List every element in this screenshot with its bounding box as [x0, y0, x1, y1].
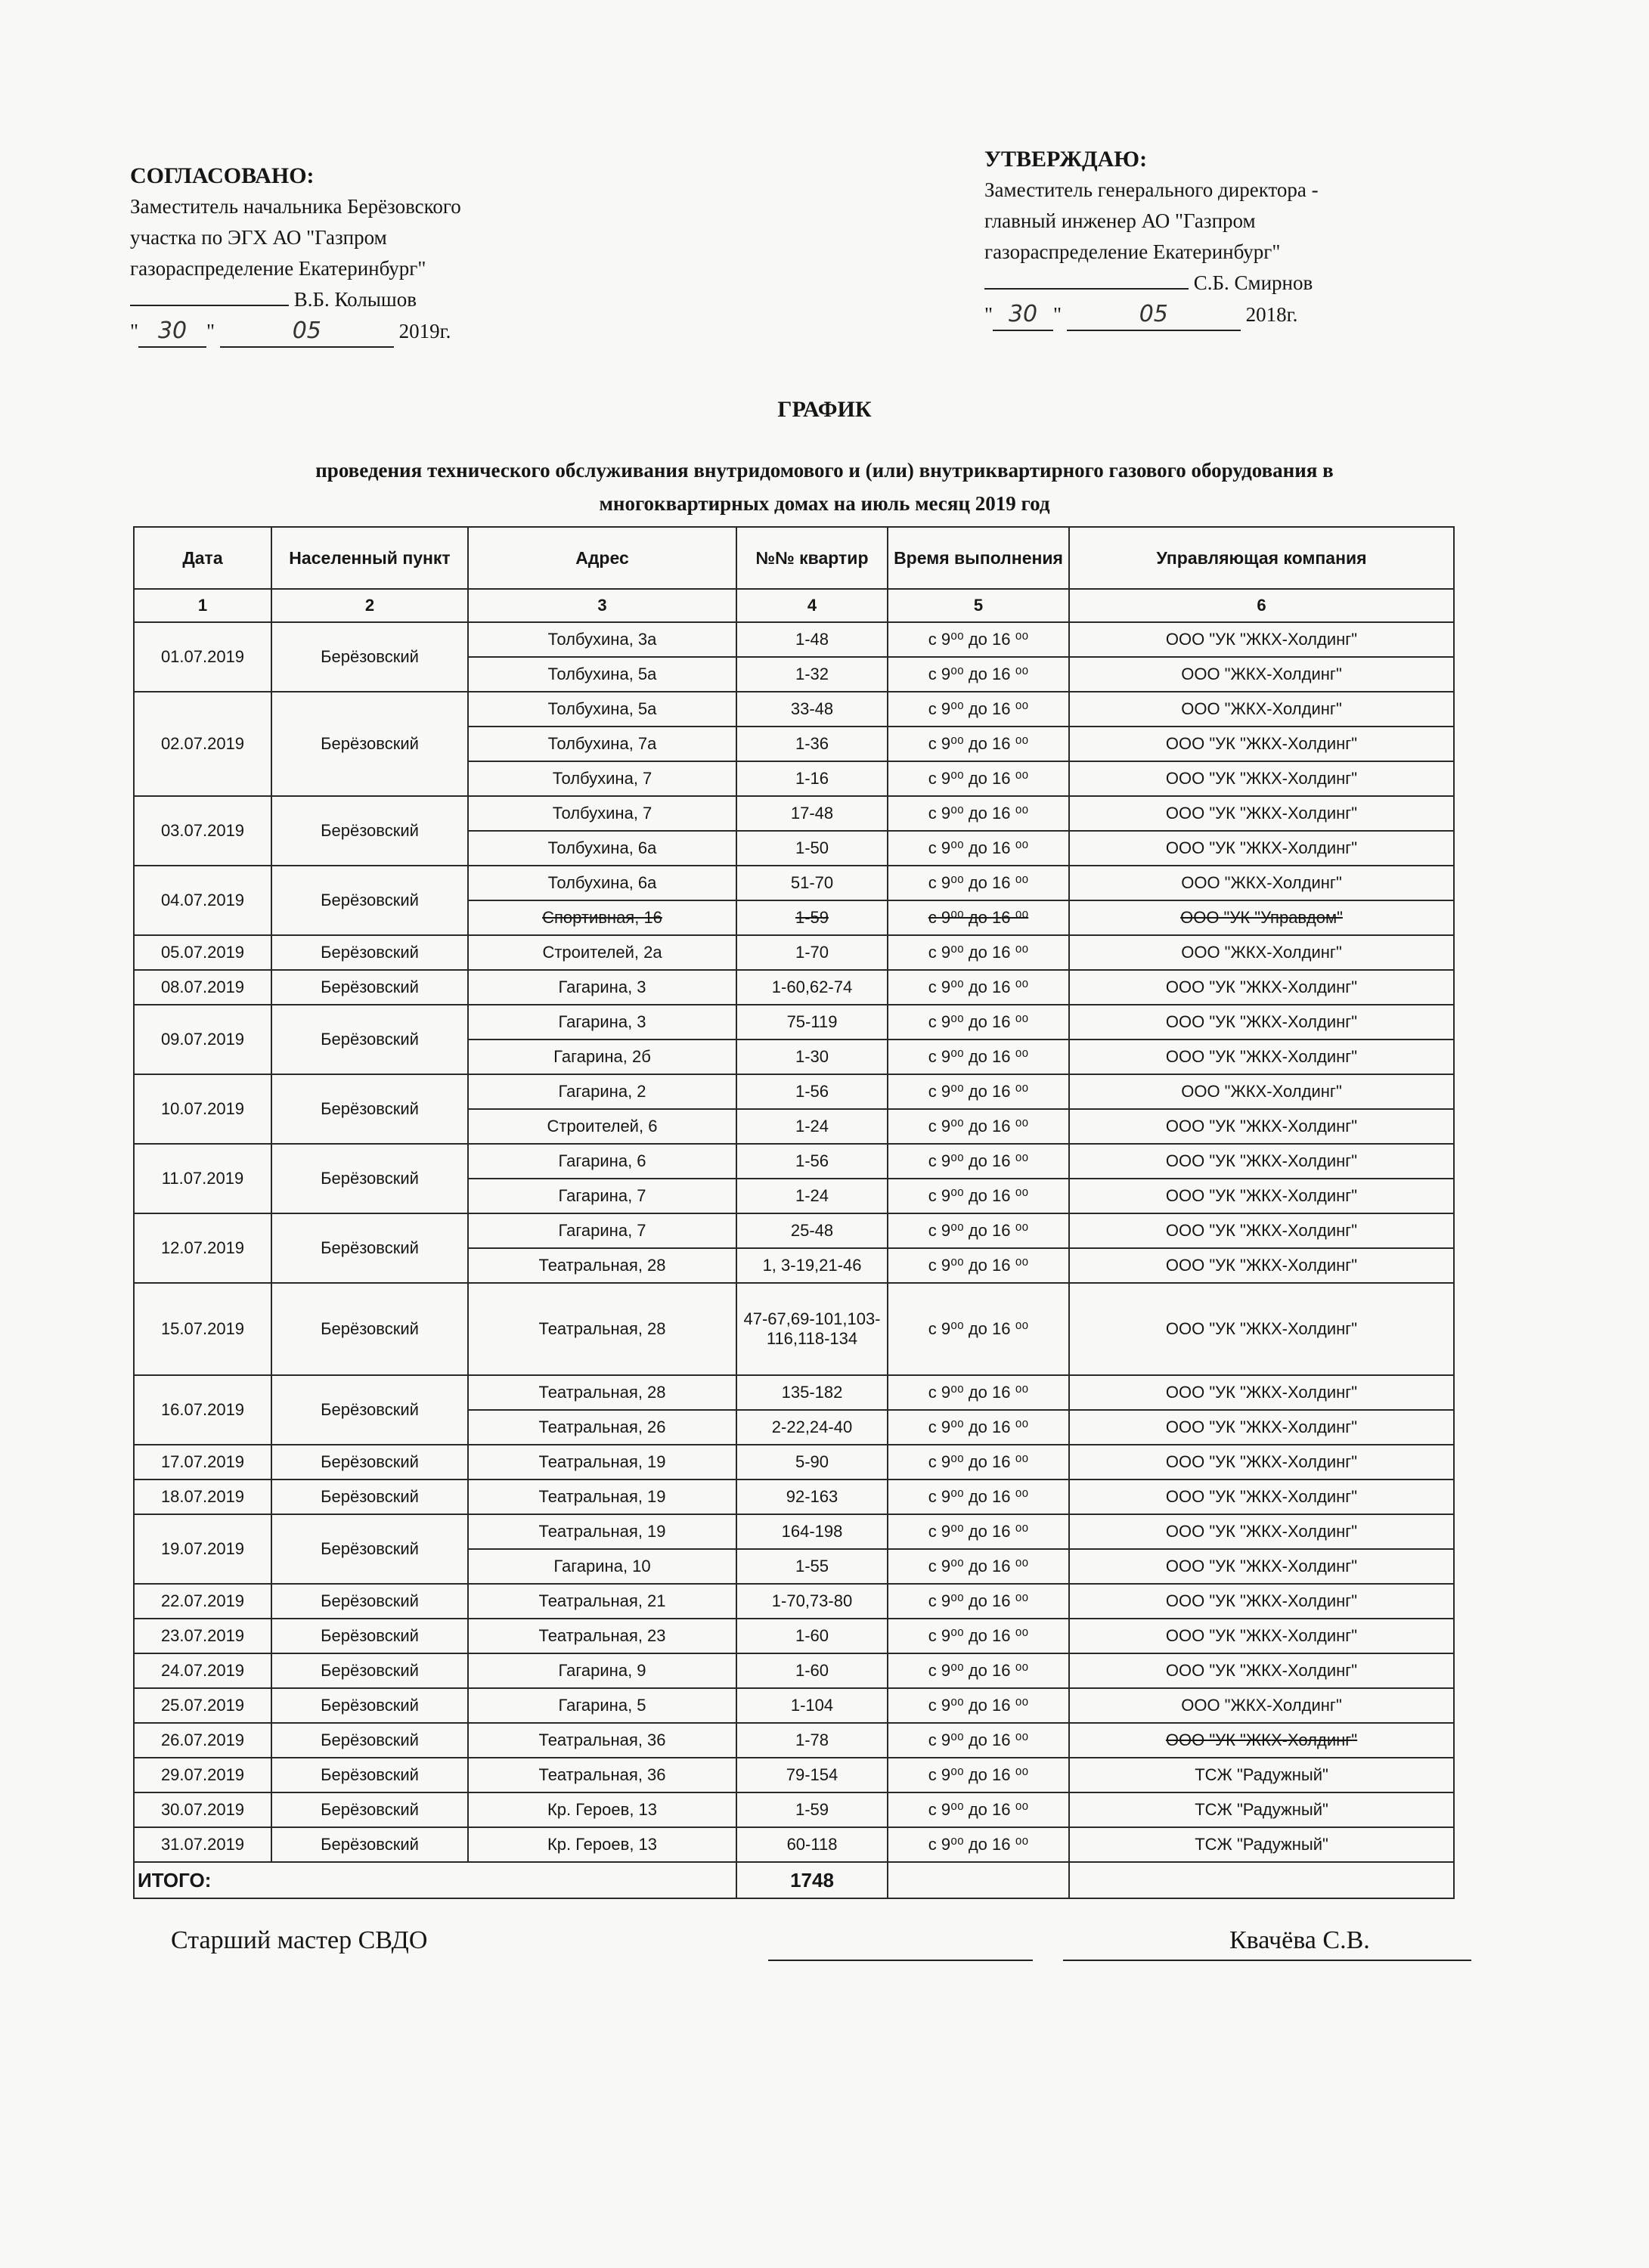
table-row — [134, 1619, 1454, 1653]
footer-signature — [171, 1926, 1502, 1972]
settlement-cell: Берёзовский — [271, 1005, 468, 1074]
address-cell: Театральная, 23 — [468, 1619, 736, 1653]
company-cell: ООО "ЖКХ-Холдинг" — [1069, 1688, 1454, 1723]
settlement-cell: Берёзовский — [271, 622, 468, 692]
header-date: Дата — [134, 527, 271, 589]
address-cell: Гагарина, 6 — [468, 1144, 736, 1179]
company-cell: ООО "УК "ЖКХ-Холдинг" — [1069, 1213, 1454, 1248]
apartments-cell: 1-50 — [736, 831, 888, 866]
company-cell: ООО "УК "ЖКХ-Холдинг" — [1069, 1549, 1454, 1584]
time-cell: с 9⁰⁰ до 16 ⁰⁰ — [888, 1283, 1069, 1375]
address-cell: Толбухина, 7 — [468, 761, 736, 796]
time-cell: с 9⁰⁰ до 16 ⁰⁰ — [888, 1074, 1069, 1109]
date-cell: 02.07.2019 — [134, 692, 271, 796]
column-number: 5 — [888, 589, 1069, 622]
address-cell: Гагарина, 9 — [468, 1653, 736, 1688]
time-cell: с 9⁰⁰ до 16 ⁰⁰ — [888, 1040, 1069, 1074]
total-empty-cell — [888, 1862, 1069, 1898]
settlement-cell: Берёзовский — [271, 1619, 468, 1653]
table-header-row — [134, 527, 1454, 589]
right-approval-line-1: Заместитель генерального директора - — [984, 178, 1319, 201]
time-cell: с 9⁰⁰ до 16 ⁰⁰ — [888, 1549, 1069, 1584]
time-cell: с 9⁰⁰ до 16 ⁰⁰ — [888, 935, 1069, 970]
settlement-cell: Берёзовский — [271, 796, 468, 866]
total-value: 1748 — [736, 1862, 888, 1898]
company-cell: ООО "УК "ЖКХ-Холдинг" — [1069, 1479, 1454, 1514]
time-cell: с 9⁰⁰ до 16 ⁰⁰ — [888, 1584, 1069, 1619]
address-cell: Гагарина, 3 — [468, 1005, 736, 1040]
apartments-cell: 33-48 — [736, 692, 888, 727]
left-signature-line — [130, 305, 289, 306]
date-cell: 18.07.2019 — [134, 1479, 271, 1514]
apartments-cell: 1-55 — [736, 1549, 888, 1584]
company-cell: ТСЖ "Радужный" — [1069, 1758, 1454, 1792]
date-cell: 29.07.2019 — [134, 1758, 271, 1792]
left-approval-signer: В.Б. Колышов — [293, 288, 417, 311]
apartments-cell: 1-16 — [736, 761, 888, 796]
apartments-cell: 1-24 — [736, 1179, 888, 1213]
address-cell: Толбухина, 7а — [468, 727, 736, 761]
left-approval-day: 30 — [138, 315, 206, 348]
time-cell: с 9⁰⁰ до 16 ⁰⁰ — [888, 1514, 1069, 1549]
right-approval-day: 30 — [993, 299, 1053, 331]
right-approval-signer: С.Б. Смирнов — [1193, 271, 1313, 294]
time-cell: с 9⁰⁰ до 16 ⁰⁰ — [888, 796, 1069, 831]
time-cell: с 9⁰⁰ до 16 ⁰⁰ — [888, 1109, 1069, 1144]
footer-role: Старший мастер СВДО — [171, 1926, 428, 1954]
apartments-cell: 79-154 — [736, 1758, 888, 1792]
schedule-table — [133, 526, 1455, 1899]
right-approval-signer-line — [984, 268, 1319, 299]
address-cell: Театральная, 36 — [468, 1758, 736, 1792]
address-cell: Театральная, 36 — [468, 1723, 736, 1758]
date-cell: 31.07.2019 — [134, 1827, 271, 1862]
apartments-cell: 1-32 — [736, 657, 888, 692]
apartments-cell: 1-24 — [736, 1109, 888, 1144]
company-cell: ООО "ЖКХ-Холдинг" — [1069, 935, 1454, 970]
apartments-cell: 47-67,69-101,103-116,118-134 — [736, 1283, 888, 1375]
company-cell: ООО "УК "Управдом" — [1069, 900, 1454, 935]
time-cell: с 9⁰⁰ до 16 ⁰⁰ — [888, 1213, 1069, 1248]
footer-name-line — [1063, 1960, 1471, 1961]
time-cell: с 9⁰⁰ до 16 ⁰⁰ — [888, 1827, 1069, 1862]
time-cell: с 9⁰⁰ до 16 ⁰⁰ — [888, 866, 1069, 900]
time-cell: с 9⁰⁰ до 16 ⁰⁰ — [888, 1653, 1069, 1688]
apartments-cell: 1-30 — [736, 1040, 888, 1074]
address-cell: Гагарина, 3 — [468, 970, 736, 1005]
left-approval-signer-line — [130, 284, 461, 315]
apartments-cell: 135-182 — [736, 1375, 888, 1410]
column-number: 4 — [736, 589, 888, 622]
settlement-cell: Берёзовский — [271, 1375, 468, 1445]
apartments-cell: 1-104 — [736, 1688, 888, 1723]
company-cell: ООО "ЖКХ-Холдинг" — [1069, 1074, 1454, 1109]
table-row — [134, 1005, 1454, 1040]
apartments-cell: 60-118 — [736, 1827, 888, 1862]
address-cell: Гагарина, 10 — [468, 1549, 736, 1584]
address-cell: Толбухина, 3а — [468, 622, 736, 657]
right-approval-month: 05 — [1067, 299, 1241, 331]
right-approval-year: 2018г. — [1245, 303, 1298, 326]
time-cell: с 9⁰⁰ до 16 ⁰⁰ — [888, 1005, 1069, 1040]
table-row — [134, 1445, 1454, 1479]
date-cell: 19.07.2019 — [134, 1514, 271, 1584]
table-row — [134, 1074, 1454, 1109]
company-cell: ООО "УК "ЖКХ-Холдинг" — [1069, 761, 1454, 796]
address-cell: Кр. Героев, 13 — [468, 1792, 736, 1827]
company-cell: ООО "УК "ЖКХ-Холдинг" — [1069, 1584, 1454, 1619]
apartments-cell: 25-48 — [736, 1213, 888, 1248]
apartments-cell: 1-48 — [736, 622, 888, 657]
address-cell: Спортивная, 16 — [468, 900, 736, 935]
address-cell: Гагарина, 7 — [468, 1179, 736, 1213]
apartments-cell: 1-60 — [736, 1653, 888, 1688]
time-cell: с 9⁰⁰ до 16 ⁰⁰ — [888, 1375, 1069, 1410]
column-number: 2 — [271, 589, 468, 622]
time-cell: с 9⁰⁰ до 16 ⁰⁰ — [888, 1479, 1069, 1514]
address-cell: Толбухина, 6а — [468, 866, 736, 900]
date-cell: 05.07.2019 — [134, 935, 271, 970]
time-cell: с 9⁰⁰ до 16 ⁰⁰ — [888, 657, 1069, 692]
address-cell: Кр. Героев, 13 — [468, 1827, 736, 1862]
company-cell: ООО "УК "ЖКХ-Холдинг" — [1069, 1005, 1454, 1040]
document-title-block — [0, 393, 1649, 520]
total-empty-cell — [1069, 1862, 1454, 1898]
address-cell: Толбухина, 5а — [468, 657, 736, 692]
apartments-cell: 1, 3-19,21-46 — [736, 1248, 888, 1283]
table-row — [134, 1144, 1454, 1179]
company-cell: ООО "УК "ЖКХ-Холдинг" — [1069, 1179, 1454, 1213]
address-cell: Толбухина, 5а — [468, 692, 736, 727]
right-approval-block — [984, 144, 1319, 331]
column-number-row — [134, 589, 1454, 622]
apartments-cell: 1-36 — [736, 727, 888, 761]
header-company: Управляющая компания — [1069, 527, 1454, 589]
time-cell: с 9⁰⁰ до 16 ⁰⁰ — [888, 831, 1069, 866]
table-row — [134, 866, 1454, 900]
apartments-cell: 1-60,62-74 — [736, 970, 888, 1005]
date-cell: 01.07.2019 — [134, 622, 271, 692]
total-label: ИТОГО: — [134, 1862, 736, 1898]
left-approval-year: 2019г. — [398, 320, 451, 342]
apartments-cell: 1-60 — [736, 1619, 888, 1653]
settlement-cell: Берёзовский — [271, 935, 468, 970]
company-cell: ООО "УК "ЖКХ-Холдинг" — [1069, 1283, 1454, 1375]
table-row — [134, 1283, 1454, 1375]
time-cell: с 9⁰⁰ до 16 ⁰⁰ — [888, 1410, 1069, 1445]
address-cell: Гагарина, 5 — [468, 1688, 736, 1723]
date-cell: 11.07.2019 — [134, 1144, 271, 1213]
right-approval-line-3: газораспределение Екатеринбург" — [984, 240, 1281, 263]
settlement-cell: Берёзовский — [271, 1074, 468, 1144]
address-cell: Театральная, 26 — [468, 1410, 736, 1445]
column-number: 1 — [134, 589, 271, 622]
apartments-cell: 1-59 — [736, 900, 888, 935]
time-cell: с 9⁰⁰ до 16 ⁰⁰ — [888, 1445, 1069, 1479]
settlement-cell: Берёзовский — [271, 1653, 468, 1688]
apartments-cell: 17-48 — [736, 796, 888, 831]
settlement-cell: Берёзовский — [271, 1144, 468, 1213]
company-cell: ООО "ЖКХ-Холдинг" — [1069, 692, 1454, 727]
apartments-cell: 1-56 — [736, 1074, 888, 1109]
table-row — [134, 1375, 1454, 1410]
date-cell: 23.07.2019 — [134, 1619, 271, 1653]
company-cell: ООО "УК "ЖКХ-Холдинг" — [1069, 1653, 1454, 1688]
settlement-cell: Берёзовский — [271, 970, 468, 1005]
table-row — [134, 1479, 1454, 1514]
address-cell: Толбухина, 7 — [468, 796, 736, 831]
date-cell: 22.07.2019 — [134, 1584, 271, 1619]
date-cell: 03.07.2019 — [134, 796, 271, 866]
time-cell: с 9⁰⁰ до 16 ⁰⁰ — [888, 622, 1069, 657]
settlement-cell: Берёзовский — [271, 692, 468, 796]
apartments-cell: 92-163 — [736, 1479, 888, 1514]
table-row — [134, 1688, 1454, 1723]
company-cell: ООО "УК "ЖКХ-Холдинг" — [1069, 796, 1454, 831]
settlement-cell: Берёзовский — [271, 1479, 468, 1514]
table-row — [134, 1792, 1454, 1827]
left-approval-date: " 30 " 05 2019г. — [130, 315, 461, 348]
company-cell: ООО "ЖКХ-Холдинг" — [1069, 866, 1454, 900]
date-cell: 09.07.2019 — [134, 1005, 271, 1074]
document-title: ГРАФИК — [777, 397, 872, 422]
left-approval-block — [130, 160, 461, 348]
header-apartments: №№ квартир — [736, 527, 888, 589]
address-cell: Театральная, 19 — [468, 1445, 736, 1479]
time-cell: с 9⁰⁰ до 16 ⁰⁰ — [888, 1723, 1069, 1758]
address-cell: Театральная, 28 — [468, 1375, 736, 1410]
apartments-cell: 1-78 — [736, 1723, 888, 1758]
settlement-cell: Берёзовский — [271, 1445, 468, 1479]
table-row — [134, 1514, 1454, 1549]
date-cell: 15.07.2019 — [134, 1283, 271, 1375]
left-approval-line-3: газораспределение Екатеринбург" — [130, 257, 426, 280]
address-cell: Строителей, 2а — [468, 935, 736, 970]
settlement-cell: Берёзовский — [271, 1213, 468, 1283]
company-cell: ТСЖ "Радужный" — [1069, 1792, 1454, 1827]
company-cell: ООО "УК "ЖКХ-Холдинг" — [1069, 1410, 1454, 1445]
time-cell: с 9⁰⁰ до 16 ⁰⁰ — [888, 1792, 1069, 1827]
right-signature-line — [984, 288, 1189, 290]
date-cell: 26.07.2019 — [134, 1723, 271, 1758]
apartments-cell: 51-70 — [736, 866, 888, 900]
table-row — [134, 796, 1454, 831]
date-cell: 16.07.2019 — [134, 1375, 271, 1445]
table-row — [134, 622, 1454, 657]
time-cell: с 9⁰⁰ до 16 ⁰⁰ — [888, 1248, 1069, 1283]
date-cell: 12.07.2019 — [134, 1213, 271, 1283]
right-approval-date: " 30 " 05 2018г. — [984, 299, 1319, 331]
company-cell: ООО "УК "ЖКХ-Холдинг" — [1069, 1040, 1454, 1074]
address-cell: Гагарина, 2б — [468, 1040, 736, 1074]
apartments-cell: 164-198 — [736, 1514, 888, 1549]
apartments-cell: 1-59 — [736, 1792, 888, 1827]
left-approval-month: 05 — [220, 315, 394, 348]
date-cell: 04.07.2019 — [134, 866, 271, 935]
time-cell: с 9⁰⁰ до 16 ⁰⁰ — [888, 1619, 1069, 1653]
company-cell: ООО "УК "ЖКХ-Холдинг" — [1069, 831, 1454, 866]
header-address: Адрес — [468, 527, 736, 589]
left-approval-line-2: участка по ЭГХ АО "Газпром — [130, 226, 387, 249]
company-cell: ООО "УК "ЖКХ-Холдинг" — [1069, 1514, 1454, 1549]
company-cell: ООО "УК "ЖКХ-Холдинг" — [1069, 622, 1454, 657]
column-number: 3 — [468, 589, 736, 622]
date-cell: 10.07.2019 — [134, 1074, 271, 1144]
company-cell: ООО "УК "ЖКХ-Холдинг" — [1069, 970, 1454, 1005]
company-cell: ООО "УК "ЖКХ-Холдинг" — [1069, 1375, 1454, 1410]
address-cell: Театральная, 19 — [468, 1514, 736, 1549]
address-cell: Театральная, 19 — [468, 1479, 736, 1514]
company-cell: ООО "ЖКХ-Холдинг" — [1069, 657, 1454, 692]
company-cell: ООО "УК "ЖКХ-Холдинг" — [1069, 1144, 1454, 1179]
address-cell: Театральная, 28 — [468, 1283, 736, 1375]
table-row — [134, 1213, 1454, 1248]
date-cell: 30.07.2019 — [134, 1792, 271, 1827]
time-cell: с 9⁰⁰ до 16 ⁰⁰ — [888, 727, 1069, 761]
settlement-cell: Берёзовский — [271, 1792, 468, 1827]
time-cell: с 9⁰⁰ до 16 ⁰⁰ — [888, 970, 1069, 1005]
address-cell: Строителей, 6 — [468, 1109, 736, 1144]
date-cell: 17.07.2019 — [134, 1445, 271, 1479]
table-row — [134, 1653, 1454, 1688]
company-cell: ТСЖ "Радужный" — [1069, 1827, 1454, 1862]
date-cell: 08.07.2019 — [134, 970, 271, 1005]
time-cell: с 9⁰⁰ до 16 ⁰⁰ — [888, 692, 1069, 727]
address-cell: Гагарина, 2 — [468, 1074, 736, 1109]
time-cell: с 9⁰⁰ до 16 ⁰⁰ — [888, 761, 1069, 796]
table-row — [134, 1584, 1454, 1619]
address-cell: Театральная, 21 — [468, 1584, 736, 1619]
company-cell: ООО "УК "ЖКХ-Холдинг" — [1069, 1723, 1454, 1758]
time-cell: с 9⁰⁰ до 16 ⁰⁰ — [888, 1144, 1069, 1179]
table-row — [134, 692, 1454, 727]
right-approval-heading: УТВЕРЖДАЮ: — [984, 147, 1148, 172]
company-cell: ООО "УК "ЖКХ-Холдинг" — [1069, 1109, 1454, 1144]
apartments-cell: 2-22,24-40 — [736, 1410, 888, 1445]
footer-name: Квачёва С.В. — [1229, 1926, 1370, 1954]
header-time: Время выполнения — [888, 527, 1069, 589]
date-cell: 24.07.2019 — [134, 1653, 271, 1688]
date-cell: 25.07.2019 — [134, 1688, 271, 1723]
settlement-cell: Берёзовский — [271, 1688, 468, 1723]
time-cell: с 9⁰⁰ до 16 ⁰⁰ — [888, 900, 1069, 935]
time-cell: с 9⁰⁰ до 16 ⁰⁰ — [888, 1758, 1069, 1792]
company-cell: ООО "УК "ЖКХ-Холдинг" — [1069, 1445, 1454, 1479]
address-cell: Театральная, 28 — [468, 1248, 736, 1283]
settlement-cell: Берёзовский — [271, 1514, 468, 1584]
settlement-cell: Берёзовский — [271, 866, 468, 935]
apartments-cell: 1-56 — [736, 1144, 888, 1179]
right-approval-line-2: главный инженер АО "Газпром — [984, 209, 1256, 232]
header-settlement: Населенный пункт — [271, 527, 468, 589]
table-row — [134, 1723, 1454, 1758]
apartments-cell: 1-70,73-80 — [736, 1584, 888, 1619]
footer-signature-line — [768, 1960, 1033, 1961]
apartments-cell: 1-70 — [736, 935, 888, 970]
left-approval-line-1: Заместитель начальника Берёзовского — [130, 195, 461, 218]
document-subtitle-line-1: проведения технического обслуживания внутридомового и (или) внутриквартирного газового оборудования в — [315, 459, 1334, 482]
table-row — [134, 1758, 1454, 1792]
settlement-cell: Берёзовский — [271, 1827, 468, 1862]
company-cell: ООО "УК "ЖКХ-Холдинг" — [1069, 727, 1454, 761]
settlement-cell: Берёзовский — [271, 1723, 468, 1758]
document-subtitle-line-2: многоквартирных домах на июль месяц 2019 год — [599, 492, 1050, 515]
company-cell: ООО "УК "ЖКХ-Холдинг" — [1069, 1248, 1454, 1283]
time-cell: с 9⁰⁰ до 16 ⁰⁰ — [888, 1688, 1069, 1723]
table-row — [134, 1827, 1454, 1862]
table-row — [134, 970, 1454, 1005]
left-approval-heading: СОГЛАСОВАНО: — [130, 163, 315, 188]
settlement-cell: Берёзовский — [271, 1584, 468, 1619]
address-cell: Толбухина, 6а — [468, 831, 736, 866]
settlement-cell: Берёзовский — [271, 1758, 468, 1792]
apartments-cell: 5-90 — [736, 1445, 888, 1479]
table-row — [134, 935, 1454, 970]
time-cell: с 9⁰⁰ до 16 ⁰⁰ — [888, 1179, 1069, 1213]
company-cell: ООО "УК "ЖКХ-Холдинг" — [1069, 1619, 1454, 1653]
total-row — [134, 1862, 1454, 1898]
settlement-cell: Берёзовский — [271, 1283, 468, 1375]
address-cell: Гагарина, 7 — [468, 1213, 736, 1248]
apartments-cell: 75-119 — [736, 1005, 888, 1040]
column-number: 6 — [1069, 589, 1454, 622]
